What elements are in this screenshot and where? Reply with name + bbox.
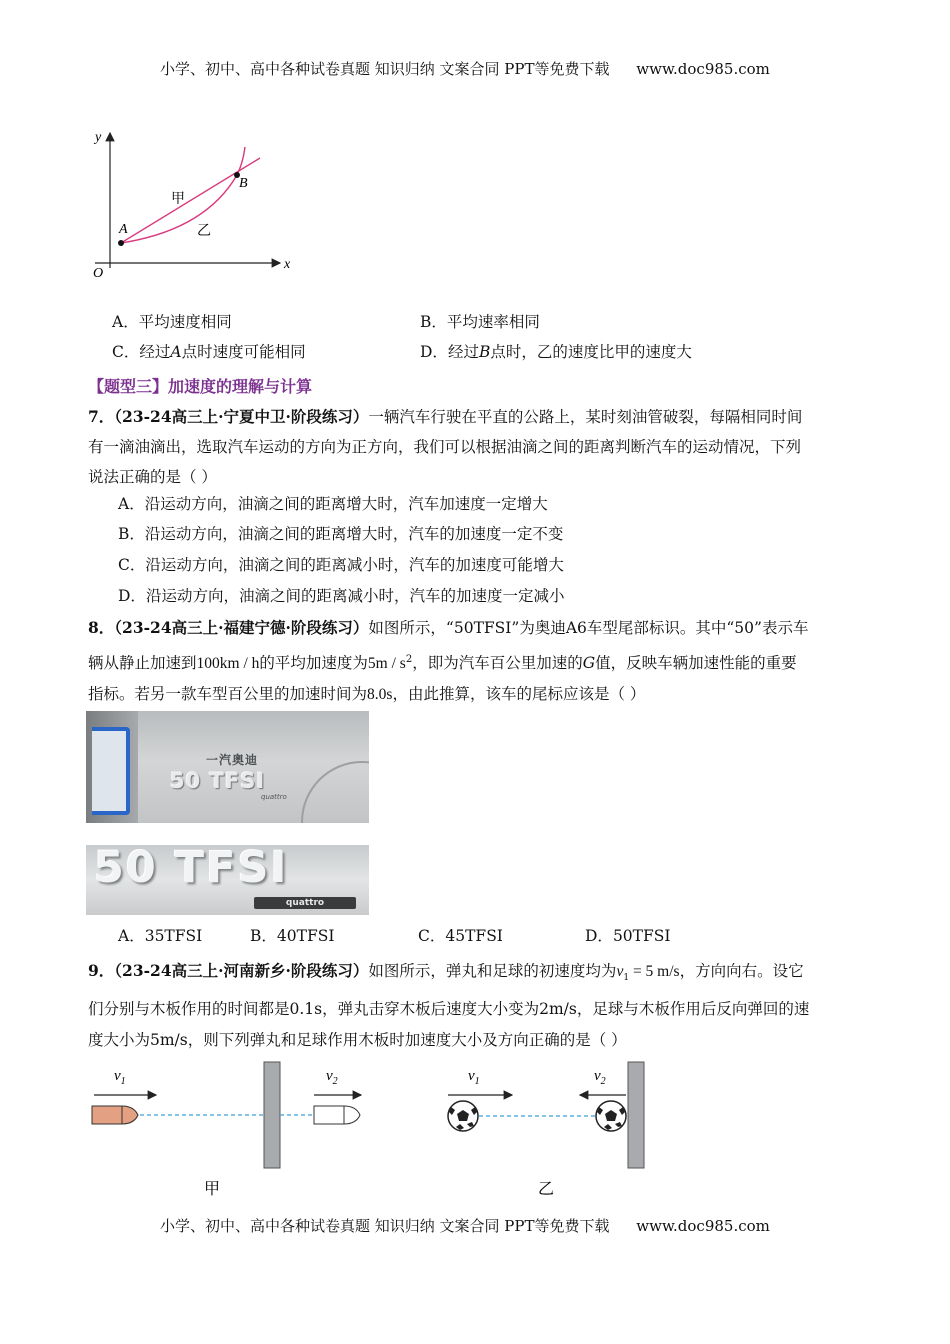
q8-speed: 100km / h: [196, 655, 260, 673]
q8-time: 8.0s: [367, 686, 393, 704]
q9-number: 9．: [88, 961, 115, 980]
q8-text-3a: 指标。若另一款车型百公里的加速时间为: [88, 685, 368, 704]
option-letter: B．: [250, 927, 277, 945]
q7-stem: [88, 402, 868, 492]
v1-label-right: $v_1$: [468, 1068, 480, 1087]
bullet-icon: [92, 1106, 138, 1124]
option-text: 经过: [447, 343, 479, 361]
v2-label-left: $v_2$: [326, 1068, 338, 1087]
footer-text: 小学、初中、高中各种试卷真题 知识归纳 文案合同 PPT等免费下载: [160, 1217, 610, 1235]
option-text: 平均速度相同: [138, 313, 232, 331]
option-text: 50TFSI: [612, 927, 671, 945]
q9-source: （23-24高三上·河南新乡·阶段练习）: [114, 961, 369, 980]
x-axis-label: x: [284, 257, 291, 272]
wood-board-left: [264, 1062, 280, 1168]
bullet-after-icon: [314, 1106, 360, 1124]
q6-option-d[interactable]: [420, 342, 692, 362]
point-a-label: A: [119, 222, 128, 237]
q6-option-a[interactable]: [112, 312, 232, 332]
origin-label: O: [93, 266, 104, 280]
curve-yi-label: 乙: [197, 224, 211, 239]
q9-figure: [86, 1060, 666, 1200]
q8-option-d[interactable]: [585, 926, 671, 946]
q7-text-line3: 说法正确的是（ ）: [88, 468, 217, 486]
q8-stem: [88, 612, 878, 710]
option-text: 沿运动方向，油滴之间的距离增大时，汽车的加速度一定不变: [144, 525, 564, 543]
q7-option-d[interactable]: [118, 586, 564, 606]
option-letter: C．: [112, 343, 140, 361]
v1-label-left: $v_1$: [114, 1068, 126, 1087]
q8-text-3b: ，由此推算，该车的尾标应该是（ ）: [392, 685, 646, 704]
q9-text-1b: ，方向向右。设它: [679, 962, 804, 980]
closeup-badge-text: 50 TFSI: [94, 845, 289, 893]
badge-closeup-photo: [86, 845, 369, 915]
q8-source: （23-24高三上·福建宁德·阶段练习）: [114, 618, 369, 637]
option-text: 35TFSI: [144, 927, 203, 945]
figure-label-jia: 甲: [204, 1181, 221, 1198]
option-letter: A．: [112, 313, 139, 331]
q7-option-c[interactable]: [118, 555, 564, 575]
option-text: 平均速率相同: [446, 313, 540, 331]
option-letter: A．: [118, 927, 145, 945]
q8-g: G: [582, 654, 596, 673]
option-letter: A．: [118, 495, 145, 513]
option-letter: B．: [118, 525, 145, 543]
position-graph: [85, 125, 300, 280]
option-letter: D．: [585, 927, 613, 945]
curve-jia-label: 甲: [171, 192, 185, 207]
option-text: 沿运动方向，油滴之间的距离减小时，汽车的加速度可能增大: [145, 556, 564, 574]
option-text: 45TFSI: [445, 927, 503, 945]
page-footer: [160, 1215, 770, 1236]
q8-option-a[interactable]: [118, 926, 202, 946]
car-badge-photo: [86, 711, 369, 823]
q8-option-b[interactable]: [250, 926, 334, 946]
q8-text-1a: 如图所示，“50TFSI”为奥迪A6车型尾部标识。其中“50”表示车: [368, 619, 809, 637]
q9-text-1a: 如图所示，弹丸和足球的初速度均为: [368, 962, 617, 980]
q9-stem: [88, 955, 878, 1056]
point-b-label: B: [239, 176, 248, 191]
q7-source: （23-24高三上·宁夏中卫·阶段练习）: [114, 407, 369, 426]
option-text: 点时速度可能相同: [181, 343, 306, 361]
option-point: A: [170, 343, 182, 361]
option-text: 沿运动方向，油滴之间的距离增大时，汽车加速度一定增大: [144, 495, 548, 513]
football-rebound-icon: [596, 1101, 626, 1131]
q6-option-c[interactable]: [112, 342, 306, 362]
option-text: 40TFSI: [276, 927, 335, 945]
y-axis-label: y: [95, 130, 102, 145]
section-title: 【题型三】加速度的理解与计算: [88, 377, 313, 396]
point-a-dot: [118, 240, 124, 246]
header-text: 小学、初中、高中各种试卷真题 知识归纳 文案合同 PPT等免费下载: [160, 60, 610, 78]
option-text: 沿运动方向，油滴之间的距离减小时，汽车的加速度一定减小: [145, 587, 565, 605]
q8-accel-exp: 2: [405, 654, 413, 665]
v2-label-right: $v_2$: [594, 1068, 606, 1087]
q9-v1-eq: = 5 m/s: [629, 963, 680, 980]
footer-url: www.doc985.com: [636, 1217, 770, 1235]
q7-text-line1: 一辆汽车行驶在平直的公路上，某时刻油管破裂，每隔相同时间: [368, 408, 803, 426]
option-text: 点时，乙的速度比甲的速度大: [490, 343, 692, 361]
q8-accel: 5m / s: [367, 655, 406, 673]
q8-text-2c: ，即为汽车百公里加速的: [412, 654, 583, 673]
option-letter: D．: [420, 343, 448, 361]
q9-text-line3: 度大小为5m/s，则下列弹丸和足球作用木板时加速度大小及方向正确的是（ ）: [88, 1031, 627, 1050]
blue-plate-frame: [92, 727, 130, 815]
q8-option-c[interactable]: [418, 926, 503, 946]
q7-option-b[interactable]: [118, 524, 563, 544]
q7-text-line2: 有一滴油滴出，选取汽车运动的方向为正方向，我们可以根据油滴之间的距离判断汽车的运动情况，下列: [88, 438, 802, 456]
option-point: B: [478, 343, 491, 361]
q9-text-line2: 们分别与木板作用的时间都是0.1s，弹丸击穿木板后速度大小变为2m/s，足球与木板作用后反向弹回的速: [88, 1000, 810, 1019]
header-url: www.doc985.com: [636, 60, 770, 78]
page-header: [160, 58, 770, 79]
q9-v1-sub: 1: [623, 973, 630, 984]
option-letter: C．: [418, 927, 446, 945]
badge-subtext: quattro: [261, 793, 287, 801]
brand-text: 一汽奥迪: [206, 753, 259, 767]
option-letter: C．: [118, 556, 146, 574]
q7-option-a[interactable]: [118, 494, 548, 514]
q6-option-b[interactable]: [420, 312, 540, 332]
option-letter: D．: [118, 587, 146, 605]
wood-board-right: [628, 1062, 644, 1168]
q8-text-2d: 值，反映车辆加速性能的重要: [595, 654, 797, 673]
football-icon: [448, 1101, 478, 1131]
figure-label-yi: 乙: [538, 1181, 555, 1198]
option-text: 经过: [139, 343, 171, 361]
badge-text: 50 TFSI: [170, 769, 266, 793]
closeup-sub-badge: quattro: [254, 897, 356, 909]
q8-number: 8．: [88, 618, 115, 637]
q8-text-2a: 辆从静止加速到: [88, 654, 197, 673]
body-curve: [301, 761, 369, 823]
q8-text-2b: 的平均加速度为: [259, 654, 368, 673]
q7-number: 7．: [88, 407, 115, 426]
option-letter: B．: [420, 313, 447, 331]
q9-v1: v: [616, 963, 624, 980]
